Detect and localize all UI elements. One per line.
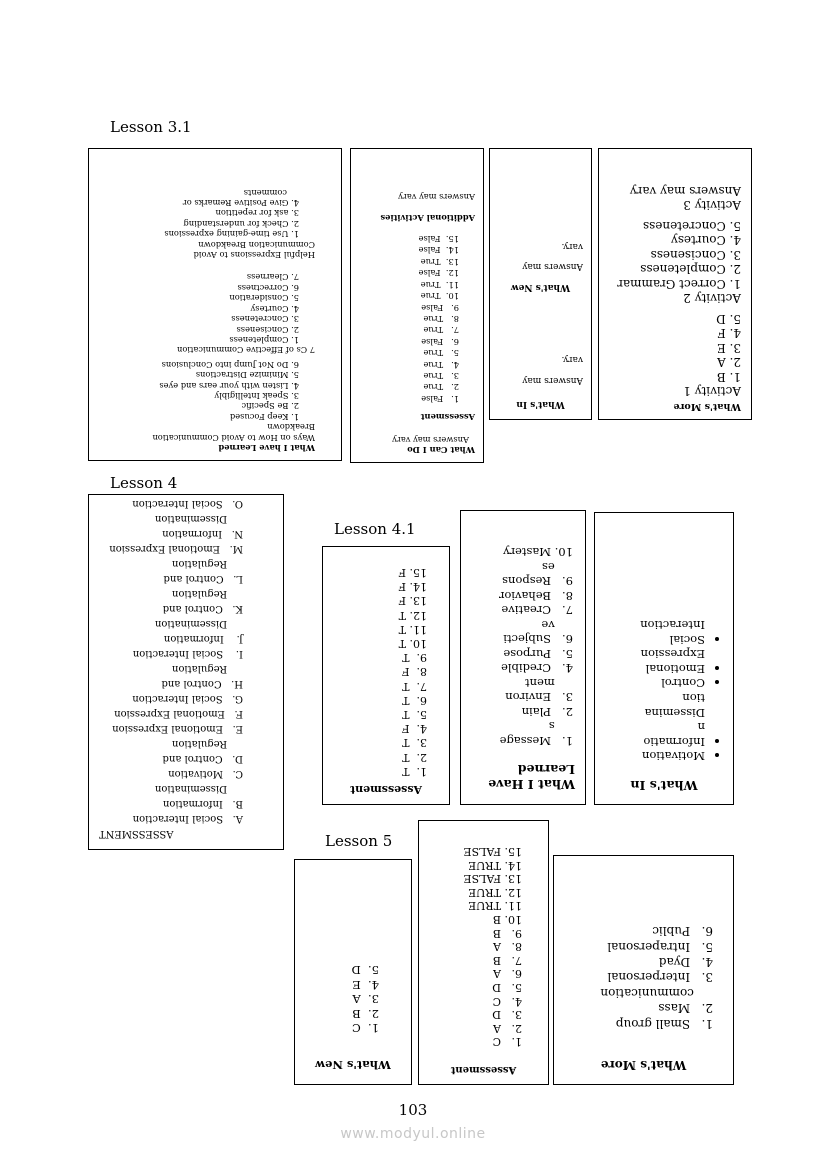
list-item: 3. Interpersonal — [607, 970, 713, 985]
list-item: 15. F — [398, 565, 427, 579]
list-item: • Informatio n Dissemina tion — [605, 690, 705, 748]
list-item: 15. False — [418, 234, 459, 245]
list-item: 5. Intrapersonal — [607, 939, 713, 954]
watermark: www.modyul.online — [340, 1126, 486, 1142]
list-item: Dissemination — [154, 618, 243, 629]
list-item: 3. True — [423, 370, 459, 381]
list-item: 2. Be Specific — [241, 401, 299, 412]
list-item: 8. A — [493, 940, 522, 954]
whats-in-heading: What's In — [516, 399, 565, 409]
list-item: 1. False — [421, 393, 459, 404]
list-item: 7. Clearness — [246, 272, 299, 283]
list-item: 1. T — [402, 764, 427, 778]
list-item: 14. TRUE — [468, 858, 522, 872]
list-item: 2. A — [493, 1021, 522, 1035]
list-item: C. Motivation — [168, 768, 243, 779]
list-item: 2. Check for understanding — [183, 218, 299, 229]
list-item: Regulation — [171, 558, 243, 569]
helpful-expressions-subheading-2: Communication Breakdown — [198, 239, 315, 250]
list-item: 3. Concreteness — [231, 314, 299, 325]
whats-new-heading: What's New — [510, 282, 571, 293]
page-number: 103 — [398, 1101, 428, 1119]
list-item: 6. Do Not Jump into Conclusions — [161, 359, 299, 370]
list-item: 2. Mass — [658, 1001, 713, 1016]
list-item: 3. Conciseness — [650, 248, 741, 262]
list-item: 6. T — [402, 693, 427, 707]
list-item: H. Control and — [161, 678, 243, 689]
helpful-expressions-subheading-1: Helpful Expressions to Avoid — [193, 250, 315, 261]
lesson-3-1-more-box — [598, 148, 752, 420]
list-item: 2. T — [402, 750, 427, 764]
list-item: K. Control and — [162, 603, 243, 614]
list-item: ment — [524, 676, 573, 690]
list-item: 15. FALSE — [463, 845, 522, 859]
whats-more-heading: What's More — [600, 1058, 687, 1072]
list-item: 4. True — [423, 359, 459, 370]
list-item: 4. Give Positive Remarks or — [182, 198, 299, 209]
assessment-heading: Assessment — [349, 783, 423, 796]
list-item: 1. Use time-gaining expressions — [164, 229, 299, 240]
list-item: 5. True — [423, 348, 459, 359]
list-item: 13. F — [398, 594, 427, 608]
additional-activities-text: Answers may vary — [398, 192, 475, 203]
what-can-i-do-heading: What Can I Do — [407, 445, 475, 455]
list-item: 4. Dyad — [658, 954, 713, 969]
list-item: 11. T — [398, 622, 427, 636]
lesson-3-1-learned-box — [88, 148, 342, 461]
list-item: 5. Concreteness — [642, 219, 741, 233]
list-item: 1. C — [351, 1021, 379, 1036]
list-item: communication — [600, 985, 713, 1000]
list-item: Dissemination — [154, 513, 243, 524]
list-item: es — [542, 560, 573, 574]
list-item: 1. Completeness — [229, 334, 299, 345]
list-item: • Motivation — [605, 749, 705, 764]
list-item: 3. ask for repetition — [215, 208, 299, 219]
lesson-4-assessment-box — [88, 494, 284, 850]
list-item: 5. Consideration — [229, 293, 299, 304]
list-item: 5. Minimize Distractions — [195, 370, 299, 381]
list-item: 13. FALSE — [463, 872, 522, 886]
list-item: 2. Completeness — [640, 262, 741, 277]
learned-intro-line-1: Ways on How to Avoid Communication — [152, 432, 315, 443]
list-item: 1. B — [716, 370, 741, 384]
list-item: 6. Public — [652, 924, 713, 939]
learned-intro-line-2: Breakdown — [267, 422, 315, 433]
list-item: 3. E — [716, 341, 741, 355]
lesson-5-assessment-box — [418, 820, 549, 1085]
list-item: 4. Courtesy — [250, 303, 299, 314]
list-item: 6. False — [421, 336, 459, 347]
whats-new-text-1: Answers may — [522, 260, 583, 271]
list-item: 10. True — [420, 291, 459, 302]
list-item: ve — [541, 618, 573, 632]
list-item: 1. Message — [499, 734, 573, 748]
list-item: 12. False — [418, 268, 459, 279]
list-item: 4. Courtesy — [671, 233, 741, 248]
list-item: 13. True — [420, 256, 459, 267]
list-item: Regulation — [171, 588, 243, 599]
lesson-4-learned-box — [460, 510, 586, 805]
list-item: 6. A — [493, 967, 522, 981]
list-item: 7. Creative — [501, 603, 573, 618]
list-item: 9. T — [402, 651, 427, 665]
list-item: 5. Purpose — [503, 647, 573, 661]
activity-3-label: Activity 3 — [683, 198, 741, 213]
assessment-heading: Assessment — [420, 412, 475, 423]
list-item: 10. Mastery — [503, 545, 573, 560]
list-item: 7. B — [492, 953, 522, 967]
what-i-have-learned-heading: What I Have Learned — [488, 762, 575, 792]
list-item: • Social Interaction — [605, 617, 705, 646]
list-item: 14. False — [418, 245, 459, 256]
seven-cs-subheading: 7 Cs of Effective Communication — [177, 345, 315, 356]
list-item: 2. Conciseness — [236, 324, 299, 335]
list-item: 10. T — [398, 636, 427, 650]
list-item: 12. T — [398, 608, 427, 622]
activity-1-label: Activity 1 — [683, 384, 741, 399]
list-item: L. Control and — [163, 573, 243, 584]
list-item: 2. B — [352, 1006, 379, 1021]
list-item: 5. T — [402, 707, 427, 721]
list-item: 6. Correctness — [237, 282, 299, 293]
whats-more-heading: What's More — [673, 401, 741, 412]
list-item: 4. C — [492, 994, 522, 1008]
list-item: 3. Speak Intelligibly — [214, 390, 299, 401]
list-item: G. Social Interaction — [132, 693, 243, 704]
list-item: 7. T — [402, 679, 427, 693]
list-item: 8. F — [401, 665, 427, 679]
lesson-3-1-assessment-box — [350, 148, 484, 463]
list-item: • Emotional Expression — [605, 647, 705, 676]
list-item: 3. T — [402, 736, 427, 750]
whats-in-text-1: Answers may — [522, 375, 583, 386]
list-item: s — [548, 719, 573, 734]
list-item: 9. Respons — [502, 574, 573, 589]
list-item: 9. B — [492, 926, 522, 940]
list-item: 1. Keep Focused — [229, 411, 299, 422]
list-item: 11. True — [420, 279, 459, 290]
lesson-4-1-assessment-box — [322, 546, 450, 805]
list-item: • Control — [605, 676, 705, 691]
list-item: comments — [243, 187, 287, 198]
list-item: 1. C — [492, 1035, 522, 1049]
learned-heading: What I have Learned — [218, 443, 315, 453]
list-item: Regulation — [171, 663, 243, 674]
list-item: 8. Behavior — [498, 589, 573, 603]
assessment-heading: ASSESSMENT — [99, 828, 174, 839]
list-item: 14. F — [398, 580, 427, 594]
list-item: 2. True — [423, 382, 459, 393]
list-item: 3. A — [352, 992, 379, 1007]
list-item: Dissemination — [154, 783, 243, 794]
whats-new-heading: What's New — [315, 1058, 391, 1072]
list-item: I. Social Interaction — [132, 648, 243, 659]
lesson-4-in-box — [594, 512, 734, 805]
list-item: O. Social Interaction — [132, 498, 243, 509]
list-item: J. Information — [163, 633, 243, 644]
list-item: Regulation — [171, 738, 243, 749]
list-item: 1. Small group — [615, 1016, 713, 1031]
lesson-5-more-box — [553, 855, 734, 1085]
activity-3-text: Answers may vary — [629, 184, 741, 198]
whats-in-text-2: vary. — [561, 353, 583, 364]
assessment-heading: Assessment — [450, 1064, 517, 1075]
list-item: 4. Credible — [501, 661, 573, 676]
lesson-4-label: Lesson 4 — [110, 474, 178, 492]
list-item: 3. Environ — [505, 690, 573, 705]
list-item: 7. True — [423, 325, 459, 336]
list-item: 4. F — [717, 326, 741, 341]
list-item: 6. Subjecti — [503, 632, 573, 647]
list-item: 1. Correct Grammar — [617, 277, 741, 291]
list-item: 10. B — [492, 913, 522, 927]
list-item: 8. True — [423, 313, 459, 324]
list-item: F. Emotional Expression — [114, 708, 243, 719]
what-can-i-do-text: Answers may vary — [392, 434, 469, 445]
list-item: 4. Listen with your ears and eyes — [159, 380, 299, 391]
list-item: 4. E — [352, 977, 379, 992]
list-item: 12. TRUE — [468, 885, 522, 899]
additional-activities-heading: Additional Activities — [380, 212, 475, 223]
list-item: 11. TRUE — [468, 899, 522, 913]
list-item: 2. Plain — [521, 705, 573, 719]
activity-2-label: Activity 2 — [683, 291, 741, 306]
list-item: 5. D — [351, 963, 379, 978]
list-item: 5. D — [716, 312, 741, 326]
list-item: E. Emotional Expression — [112, 723, 243, 734]
whats-in-heading: What's In — [630, 778, 698, 793]
list-item: B. Information — [162, 798, 243, 809]
lesson-5-new-box — [294, 859, 412, 1085]
list-item: 2. A — [717, 355, 741, 370]
lesson-3-1-in-new-box — [489, 148, 592, 420]
whats-new-text-2: vary. — [561, 241, 583, 252]
lesson-4-1-label: Lesson 4.1 — [334, 520, 416, 538]
lesson-5-label: Lesson 5 — [325, 832, 393, 850]
list-item: 9. False — [421, 302, 459, 313]
list-item: A. Social Interaction — [132, 813, 243, 824]
lesson-3-1-label: Lesson 3.1 — [110, 118, 192, 136]
list-item: N. Information — [162, 528, 243, 539]
list-item: M. Emotional Expression — [109, 543, 243, 554]
list-item: D. Control and — [162, 753, 243, 764]
list-item: 3. D — [492, 1008, 522, 1022]
list-item: 4. F — [401, 722, 427, 736]
list-item: 5. D — [492, 981, 522, 995]
